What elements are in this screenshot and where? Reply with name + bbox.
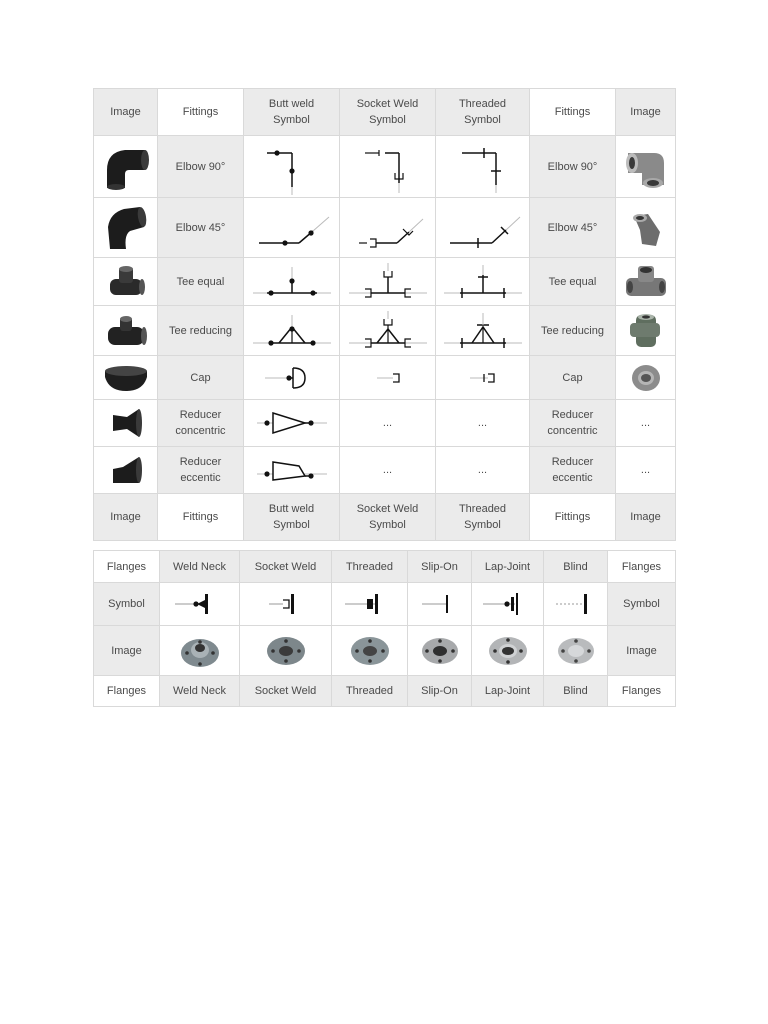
flange-lap-joint-footer: Lap-Joint (472, 676, 544, 707)
footer-image-right: Image (616, 494, 676, 541)
cap-butt-weld-symbol (244, 356, 340, 400)
elbow-45-socket-weld-symbol (340, 198, 436, 258)
slip-on-flange-photo-icon (420, 635, 460, 667)
cap-image (94, 356, 158, 400)
tee-reducing-image (94, 306, 158, 356)
footer-socket-weld-symbol: Socket Weld Symbol (340, 494, 436, 541)
tee-equal-threaded-symbol-icon (438, 259, 528, 305)
flanges-footer-right: Flanges (608, 676, 676, 707)
cap-photo-icon (103, 363, 149, 393)
tee-reducing-socket-weld-symbol (340, 306, 436, 356)
weld-neck-flange-photo-icon (179, 633, 221, 669)
fitting-name-right: Elbow 45° (530, 198, 616, 258)
header-image-right: Image (616, 89, 676, 136)
blind-image (544, 626, 608, 676)
symbol-row-label-left: Symbol (94, 583, 160, 626)
elbow-90-image-right (616, 136, 676, 198)
slip-on-flange-symbol-icon (410, 589, 470, 619)
fitting-name-left: Elbow 90° (158, 136, 244, 198)
lap-joint-symbol (472, 583, 544, 626)
flanges-image-row (94, 626, 676, 676)
reducer-eccentric-butt-weld-symbol (244, 447, 340, 494)
tee-equal-socket-symbol-icon (343, 259, 433, 305)
table-row (94, 400, 676, 447)
reducer-eccentric-image (94, 447, 158, 494)
reducer-eccentric-socket-weld-empty: ... (340, 447, 436, 494)
footer-fittings-right: Fittings (530, 494, 616, 541)
tee-equal-socket-weld-symbol (340, 258, 436, 306)
cap-threaded-symbol-icon (438, 358, 528, 398)
cap-butt-symbol-icon (247, 358, 337, 398)
tee-reducing-socket-symbol-icon (343, 307, 433, 355)
fitting-name-left: Reducer eccentic (158, 447, 244, 494)
header-image-left: Image (94, 89, 158, 136)
threaded-symbol (332, 583, 408, 626)
cap-socket-weld-symbol (340, 356, 436, 400)
elbow-90-socket-weld-symbol (340, 136, 436, 198)
fitting-name-right: Tee equal (530, 258, 616, 306)
elbow-45-butt-symbol-icon (247, 199, 337, 257)
footer-threaded-symbol: Threaded Symbol (436, 494, 530, 541)
elbow-45-image-right (616, 198, 676, 258)
image-row-label-right: Image (608, 626, 676, 676)
weld-neck-image (160, 626, 240, 676)
elbow-90-photo-icon (101, 144, 151, 190)
fitting-name-right: Tee reducing (530, 306, 616, 356)
header-socket-weld-symbol: Socket Weld Symbol (340, 89, 436, 136)
forged-tee-photo-icon (624, 264, 668, 300)
table-row (94, 258, 676, 306)
tee-equal-image (94, 258, 158, 306)
table-row (94, 136, 676, 198)
elbow-45-socket-symbol-icon (343, 199, 433, 257)
fittings-table (93, 88, 676, 541)
flanges-header-row (94, 551, 676, 583)
flange-blind-footer: Blind (544, 676, 608, 707)
reducer-eccentric-butt-symbol-icon (247, 450, 337, 490)
forged-cap-photo-icon (630, 363, 662, 393)
reducer-eccentric-image-right: ... (616, 447, 676, 494)
threaded-image (332, 626, 408, 676)
fitting-name-right: Cap (530, 356, 616, 400)
table-row (94, 356, 676, 400)
flanges-symbol-row (94, 583, 676, 626)
reducer-eccentric-photo-icon (109, 455, 143, 485)
tee-equal-threaded-symbol (436, 258, 530, 306)
socket-weld-flange-photo-icon (265, 634, 307, 668)
flanges-table (93, 550, 676, 707)
fitting-name-left: Tee reducing (158, 306, 244, 356)
tee-equal-butt-symbol-icon (247, 259, 337, 305)
tee-reducing-threaded-symbol (436, 306, 530, 356)
flange-threaded-label: Threaded (332, 551, 408, 583)
elbow-90-socket-symbol-icon (343, 137, 433, 197)
reducer-eccentric-threaded-empty: ... (436, 447, 530, 494)
socket-weld-flange-symbol-icon (251, 589, 321, 619)
reducer-concentric-image-right: ... (616, 400, 676, 447)
elbow-45-image (94, 198, 158, 258)
flange-threaded-footer: Threaded (332, 676, 408, 707)
lap-joint-flange-symbol-icon (475, 589, 541, 619)
fittings-header-row (94, 89, 676, 136)
tee-reducing-butt-weld-symbol (244, 306, 340, 356)
flange-slip-on-footer: Slip-On (408, 676, 472, 707)
slip-on-symbol (408, 583, 472, 626)
footer-fittings-left: Fittings (158, 494, 244, 541)
tee-equal-image-right (616, 258, 676, 306)
elbow-90-image (94, 136, 158, 198)
table-row (94, 306, 676, 356)
header-fittings-left: Fittings (158, 89, 244, 136)
fitting-name-left: Tee equal (158, 258, 244, 306)
forged-elbow-45-photo-icon (628, 208, 664, 248)
reducer-concentric-socket-weld-empty: ... (340, 400, 436, 447)
elbow-45-butt-weld-symbol (244, 198, 340, 258)
fittings-footer-row (94, 494, 676, 541)
image-row-label-left: Image (94, 626, 160, 676)
header-threaded-symbol: Threaded Symbol (436, 89, 530, 136)
footer-butt-weld-symbol: Butt weld Symbol (244, 494, 340, 541)
elbow-90-butt-symbol-icon (247, 137, 337, 197)
weld-neck-flange-symbol-icon (165, 589, 235, 619)
footer-image-left: Image (94, 494, 158, 541)
flange-blind-label: Blind (544, 551, 608, 583)
fitting-name-right: Reducer eccentic (530, 447, 616, 494)
flanges-header-right: Flanges (608, 551, 676, 583)
fitting-name-right: Elbow 90° (530, 136, 616, 198)
flange-lap-joint-label: Lap-Joint (472, 551, 544, 583)
reducer-concentric-image (94, 400, 158, 447)
tee-reducing-butt-symbol-icon (247, 307, 337, 355)
flange-weld-neck-label: Weld Neck (160, 551, 240, 583)
elbow-90-threaded-symbol-icon (438, 137, 528, 197)
tee-reducing-threaded-symbol-icon (438, 307, 528, 355)
reducer-concentric-butt-symbol-icon (247, 403, 337, 443)
elbow-90-threaded-symbol (436, 136, 530, 198)
flanges-footer-row (94, 676, 676, 707)
lap-joint-flange-photo-icon (487, 634, 529, 668)
reducer-concentric-butt-weld-symbol (244, 400, 340, 447)
threaded-flange-photo-icon (349, 634, 391, 668)
socket-weld-symbol (240, 583, 332, 626)
flange-weld-neck-footer: Weld Neck (160, 676, 240, 707)
tee-reducing-photo-icon (104, 311, 148, 351)
flange-slip-on-label: Slip-On (408, 551, 472, 583)
flange-socket-weld-label: Socket Weld (240, 551, 332, 583)
symbol-row-label-right: Symbol (608, 583, 676, 626)
flanges-header-left: Flanges (94, 551, 160, 583)
header-fittings-right: Fittings (530, 89, 616, 136)
socket-weld-image (240, 626, 332, 676)
blind-symbol (544, 583, 608, 626)
fitting-name-left: Elbow 45° (158, 198, 244, 258)
fitting-name-left: Cap (158, 356, 244, 400)
fitting-name-left: Reducer concentric (158, 400, 244, 447)
forged-reducing-tee-photo-icon (628, 311, 664, 351)
blind-flange-photo-icon (556, 635, 596, 667)
blind-flange-symbol-icon (546, 589, 606, 619)
tee-equal-butt-weld-symbol (244, 258, 340, 306)
tee-equal-photo-icon (106, 263, 146, 301)
table-row (94, 198, 676, 258)
tee-reducing-image-right (616, 306, 676, 356)
fitting-name-right: Reducer concentric (530, 400, 616, 447)
threaded-flange-symbol-icon (335, 589, 405, 619)
reducer-concentric-photo-icon (109, 407, 143, 439)
lap-joint-image (472, 626, 544, 676)
flanges-footer-left: Flanges (94, 676, 160, 707)
table-row (94, 447, 676, 494)
cap-socket-symbol-icon (343, 358, 433, 398)
elbow-45-threaded-symbol-icon (438, 199, 528, 257)
elbow-45-threaded-symbol (436, 198, 530, 258)
slip-on-image (408, 626, 472, 676)
elbow-90-butt-weld-symbol (244, 136, 340, 198)
reducer-concentric-threaded-empty: ... (436, 400, 530, 447)
flange-socket-weld-footer: Socket Weld (240, 676, 332, 707)
cap-image-right (616, 356, 676, 400)
header-butt-weld-symbol: Butt weld Symbol (244, 89, 340, 136)
cap-threaded-symbol (436, 356, 530, 400)
forged-elbow-photo-icon (624, 145, 668, 189)
weld-neck-symbol (160, 583, 240, 626)
elbow-45-photo-icon (104, 203, 148, 253)
